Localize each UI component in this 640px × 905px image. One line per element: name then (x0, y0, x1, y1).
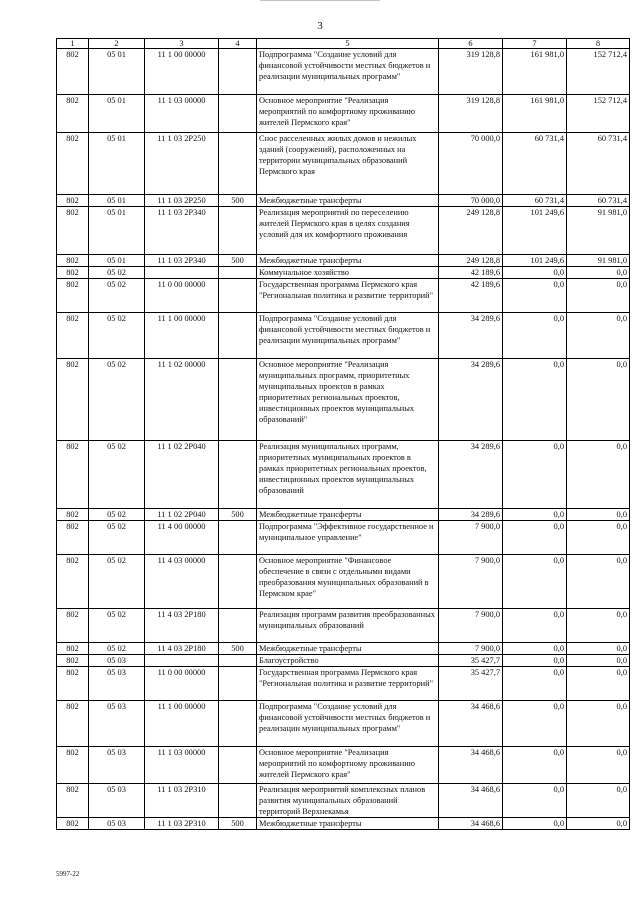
target-article-cell: 11 1 00 00000 (145, 49, 219, 95)
row-code-cell: 802 (57, 313, 89, 359)
amount-2024-cell: 0,0 (567, 279, 630, 313)
row-code-cell: 802 (57, 95, 89, 133)
description-cell: Реализация мероприятий комплексных планов развития муниципальных образований территорий Верхнекамья (257, 784, 439, 818)
expense-type-cell: 500 (219, 818, 257, 830)
expense-type-cell (219, 313, 257, 359)
description-cell: Реализация программ развития преобразованных муниципальных образований (257, 609, 439, 643)
expense-type-cell: 500 (219, 195, 257, 207)
row-code-cell: 802 (57, 655, 89, 667)
amount-2022-cell: 34 468,6 (439, 701, 503, 747)
amount-2024-cell: 60 731,4 (567, 133, 630, 195)
table-row (57, 643, 630, 655)
section-code-cell: 05 03 (89, 747, 145, 784)
section-code-cell: 05 02 (89, 279, 145, 313)
amount-2024-cell: 60 731,4 (567, 195, 630, 207)
row-code-cell: 802 (57, 279, 89, 313)
target-article-cell: 11 1 03 2Р250 (145, 195, 219, 207)
row-code-cell: 802 (57, 784, 89, 818)
footer-code: 5997-22 (56, 870, 80, 878)
table-row (57, 255, 630, 267)
row-code-cell: 802 (57, 555, 89, 609)
row-code-cell: 802 (57, 133, 89, 195)
amount-2022-cell: 35 427,7 (439, 667, 503, 701)
target-article-cell: 11 1 02 00000 (145, 359, 219, 441)
amount-2023-cell: 161 981,0 (503, 95, 567, 133)
expense-type-cell (219, 95, 257, 133)
target-article-cell: 11 1 03 2Р250 (145, 133, 219, 195)
section-code-cell: 05 01 (89, 207, 145, 255)
table-row (57, 133, 630, 195)
expense-type-cell (219, 521, 257, 555)
amount-2023-cell: 101 249,6 (503, 255, 567, 267)
row-code-cell: 802 (57, 701, 89, 747)
amount-2022-cell: 34 289,6 (439, 509, 503, 521)
amount-2024-cell: 0,0 (567, 359, 630, 441)
amount-2022-cell: 7 900,0 (439, 521, 503, 555)
row-code-cell: 802 (57, 441, 89, 509)
amount-2024-cell: 0,0 (567, 818, 630, 830)
description-cell: Подпрограмма "Эффективное государственное и муниципальное управление" (257, 521, 439, 555)
amount-2022-cell: 42 189,6 (439, 279, 503, 313)
table-row (57, 359, 630, 441)
expense-type-cell (219, 207, 257, 255)
amount-2022-cell: 34 289,6 (439, 441, 503, 509)
table-row (57, 818, 630, 830)
amount-2024-cell: 152 712,4 (567, 49, 630, 95)
expense-type-cell (219, 609, 257, 643)
amount-2024-cell: 0,0 (567, 747, 630, 784)
section-code-cell: 05 01 (89, 49, 145, 95)
row-code-cell: 802 (57, 49, 89, 95)
target-article-cell: 11 1 03 2Р340 (145, 255, 219, 267)
amount-2022-cell: 7 900,0 (439, 643, 503, 655)
table-row (57, 279, 630, 313)
amount-2024-cell: 0,0 (567, 509, 630, 521)
target-article-cell: 11 1 03 2Р310 (145, 784, 219, 818)
target-article-cell: 11 1 03 2Р340 (145, 207, 219, 255)
row-code-cell: 802 (57, 255, 89, 267)
section-code-cell: 05 01 (89, 133, 145, 195)
row-code-cell: 802 (57, 609, 89, 643)
table-row (57, 267, 630, 279)
table-row (57, 509, 630, 521)
expense-type-cell (219, 133, 257, 195)
amount-2022-cell: 70 000,0 (439, 133, 503, 195)
description-cell: Подпрограмма "Создание условий для финансовой устойчивости местных бюджетов и реализации муниципальных программ" (257, 49, 439, 95)
amount-2023-cell: 0,0 (503, 267, 567, 279)
expense-type-cell (219, 667, 257, 701)
target-article-cell (145, 267, 219, 279)
column-header-row (57, 39, 630, 49)
description-cell: Снос расселенных жилых домов и нежилых зданий (сооружений), расположенных на территории муниципальных образований Пермского края (257, 133, 439, 195)
target-article-cell: 11 0 00 00000 (145, 279, 219, 313)
amount-2024-cell: 0,0 (567, 521, 630, 555)
expense-type-cell (219, 267, 257, 279)
amount-2024-cell: 0,0 (567, 313, 630, 359)
amount-2023-cell: 0,0 (503, 509, 567, 521)
row-code-cell: 802 (57, 667, 89, 701)
description-cell: Межбюджетные трансферты (257, 643, 439, 655)
amount-2023-cell: 60 731,4 (503, 133, 567, 195)
row-code-cell: 802 (57, 521, 89, 555)
target-article-cell (145, 655, 219, 667)
amount-2022-cell: 70 000,0 (439, 195, 503, 207)
amount-2022-cell: 319 128,8 (439, 49, 503, 95)
table-row (57, 441, 630, 509)
description-cell: Государственная программа Пермского края "Региональная политика и развитие территорий" (257, 279, 439, 313)
description-cell: Государственная программа Пермского края "Региональная политика и развитие территорий" (257, 667, 439, 701)
section-code-cell: 05 01 (89, 195, 145, 207)
amount-2024-cell: 0,0 (567, 643, 630, 655)
amount-2024-cell: 0,0 (567, 784, 630, 818)
target-article-cell: 11 1 03 2Р310 (145, 818, 219, 830)
expense-type-cell: 500 (219, 643, 257, 655)
target-article-cell: 11 4 03 2Р180 (145, 609, 219, 643)
target-article-cell: 11 1 02 2Р040 (145, 441, 219, 509)
section-code-cell: 05 01 (89, 95, 145, 133)
target-article-cell: 11 1 00 00000 (145, 701, 219, 747)
amount-2022-cell: 249 128,8 (439, 207, 503, 255)
description-cell: Подпрограмма "Создание условий для финансовой устойчивости местных бюджетов и реализации муниципальных программ" (257, 313, 439, 359)
expense-type-cell: 500 (219, 255, 257, 267)
expense-type-cell (219, 279, 257, 313)
table-row (57, 521, 630, 555)
description-cell: Основное мероприятие "Финансовое обеспечение в связи с отдельными видами преобразования муниципальных образований в Пермском крае" (257, 555, 439, 609)
section-code-cell: 05 03 (89, 701, 145, 747)
section-code-cell: 05 03 (89, 655, 145, 667)
table-row (57, 655, 630, 667)
expense-type-cell (219, 701, 257, 747)
amount-2024-cell: 152 712,4 (567, 95, 630, 133)
table-row (57, 667, 630, 701)
row-code-cell: 802 (57, 195, 89, 207)
amount-2024-cell: 0,0 (567, 701, 630, 747)
amount-2023-cell: 0,0 (503, 655, 567, 667)
amount-2023-cell: 0,0 (503, 279, 567, 313)
amount-2022-cell: 319 128,8 (439, 95, 503, 133)
description-cell: Основное мероприятие "Реализация мероприятий по комфортному проживанию жителей Пермского края" (257, 747, 439, 784)
table-body (57, 39, 630, 830)
table-row (57, 555, 630, 609)
amount-2022-cell: 35 427,7 (439, 655, 503, 667)
description-cell: Подпрограмма "Создание условий для финансовой устойчивости местных бюджетов и реализации муниципальных программ" (257, 701, 439, 747)
amount-2023-cell: 161 981,0 (503, 49, 567, 95)
table-row (57, 49, 630, 95)
amount-2024-cell: 0,0 (567, 655, 630, 667)
amount-2022-cell: 42 189,6 (439, 267, 503, 279)
expense-type-cell (219, 441, 257, 509)
section-code-cell: 05 02 (89, 609, 145, 643)
column-header: 3 (145, 39, 219, 49)
amount-2023-cell: 0,0 (503, 441, 567, 509)
table-row (57, 609, 630, 643)
column-header: 6 (439, 39, 503, 49)
amount-2024-cell: 0,0 (567, 441, 630, 509)
amount-2023-cell: 0,0 (503, 555, 567, 609)
amount-2023-cell: 60 731,4 (503, 195, 567, 207)
amount-2024-cell: 0,0 (567, 667, 630, 701)
amount-2024-cell: 0,0 (567, 609, 630, 643)
description-cell: Реализация муниципальных программ, приоритетных муниципальных проектов в рамках приоритетных региональных проектов, инвестиционных проектов муниципальных образований (257, 441, 439, 509)
row-code-cell: 802 (57, 818, 89, 830)
budget-table (56, 38, 630, 830)
row-code-cell: 802 (57, 643, 89, 655)
amount-2022-cell: 34 468,6 (439, 818, 503, 830)
description-cell: Межбюджетные трансферты (257, 818, 439, 830)
section-code-cell: 05 01 (89, 255, 145, 267)
target-article-cell: 11 1 02 2Р040 (145, 509, 219, 521)
expense-type-cell (219, 747, 257, 784)
amount-2023-cell: 0,0 (503, 818, 567, 830)
amount-2023-cell: 0,0 (503, 313, 567, 359)
table-row (57, 195, 630, 207)
expense-type-cell (219, 655, 257, 667)
row-code-cell: 802 (57, 359, 89, 441)
row-code-cell: 802 (57, 267, 89, 279)
amount-2023-cell: 101 249,6 (503, 207, 567, 255)
target-article-cell: 11 1 03 00000 (145, 747, 219, 784)
amount-2023-cell: 0,0 (503, 747, 567, 784)
amount-2022-cell: 7 900,0 (439, 609, 503, 643)
expense-type-cell (219, 49, 257, 95)
column-header: 2 (89, 39, 145, 49)
section-code-cell: 05 03 (89, 667, 145, 701)
table-row (57, 207, 630, 255)
description-cell: Коммунальное хозяйство (257, 267, 439, 279)
amount-2023-cell: 0,0 (503, 609, 567, 643)
section-code-cell: 05 02 (89, 509, 145, 521)
amount-2023-cell: 0,0 (503, 784, 567, 818)
column-header: 1 (57, 39, 89, 49)
amount-2022-cell: 249 128,8 (439, 255, 503, 267)
expense-type-cell (219, 784, 257, 818)
section-code-cell: 05 03 (89, 818, 145, 830)
table-row (57, 95, 630, 133)
amount-2022-cell: 34 468,6 (439, 747, 503, 784)
target-article-cell: 11 1 00 00000 (145, 313, 219, 359)
target-article-cell: 11 4 00 00000 (145, 521, 219, 555)
amount-2022-cell: 34 289,6 (439, 359, 503, 441)
column-header: 5 (257, 39, 439, 49)
table-row (57, 313, 630, 359)
target-article-cell: 11 4 03 00000 (145, 555, 219, 609)
description-cell: Межбюджетные трансферты (257, 255, 439, 267)
section-code-cell: 05 02 (89, 359, 145, 441)
amount-2024-cell: 0,0 (567, 267, 630, 279)
description-cell: Реализация мероприятий по переселению жителей Пермского края в целях создания условий для их комфортного проживания (257, 207, 439, 255)
table-row (57, 747, 630, 784)
amount-2023-cell: 0,0 (503, 359, 567, 441)
description-cell: Благоустройство (257, 655, 439, 667)
section-code-cell: 05 02 (89, 521, 145, 555)
amount-2023-cell: 0,0 (503, 701, 567, 747)
target-article-cell: 11 4 03 2Р180 (145, 643, 219, 655)
section-code-cell: 05 02 (89, 267, 145, 279)
amount-2024-cell: 0,0 (567, 555, 630, 609)
target-article-cell: 11 1 03 00000 (145, 95, 219, 133)
expense-type-cell (219, 555, 257, 609)
amount-2023-cell: 0,0 (503, 643, 567, 655)
column-header: 4 (219, 39, 257, 49)
amount-2024-cell: 91 981,0 (567, 255, 630, 267)
description-cell: Межбюджетные трансферты (257, 195, 439, 207)
table-row (57, 701, 630, 747)
expense-type-cell (219, 359, 257, 441)
column-header: 8 (567, 39, 630, 49)
description-cell: Основное мероприятие "Реализация муниципальных программ, приоритетных муниципальных проектов в рамках приоритетных региональных проектов, инвестиционных проектов муниципальных образований" (257, 359, 439, 441)
column-header: 7 (503, 39, 567, 49)
section-code-cell: 05 03 (89, 784, 145, 818)
section-code-cell: 05 02 (89, 643, 145, 655)
section-code-cell: 05 02 (89, 441, 145, 509)
amount-2022-cell: 7 900,0 (439, 555, 503, 609)
amount-2024-cell: 91 981,0 (567, 207, 630, 255)
description-cell: Межбюджетные трансферты (257, 509, 439, 521)
description-cell: Основное мероприятие "Реализация мероприятий по комфортному проживанию жителей Пермского края" (257, 95, 439, 133)
row-code-cell: 802 (57, 747, 89, 784)
amount-2022-cell: 34 289,6 (439, 313, 503, 359)
section-code-cell: 05 02 (89, 313, 145, 359)
amount-2022-cell: 34 468,6 (439, 784, 503, 818)
amount-2023-cell: 0,0 (503, 521, 567, 555)
scan-top-mark (260, 0, 380, 4)
expense-type-cell: 500 (219, 509, 257, 521)
row-code-cell: 802 (57, 207, 89, 255)
row-code-cell: 802 (57, 509, 89, 521)
page-number: 3 (317, 20, 323, 32)
amount-2023-cell: 0,0 (503, 667, 567, 701)
section-code-cell: 05 02 (89, 555, 145, 609)
table-row (57, 784, 630, 818)
target-article-cell: 11 0 00 00000 (145, 667, 219, 701)
